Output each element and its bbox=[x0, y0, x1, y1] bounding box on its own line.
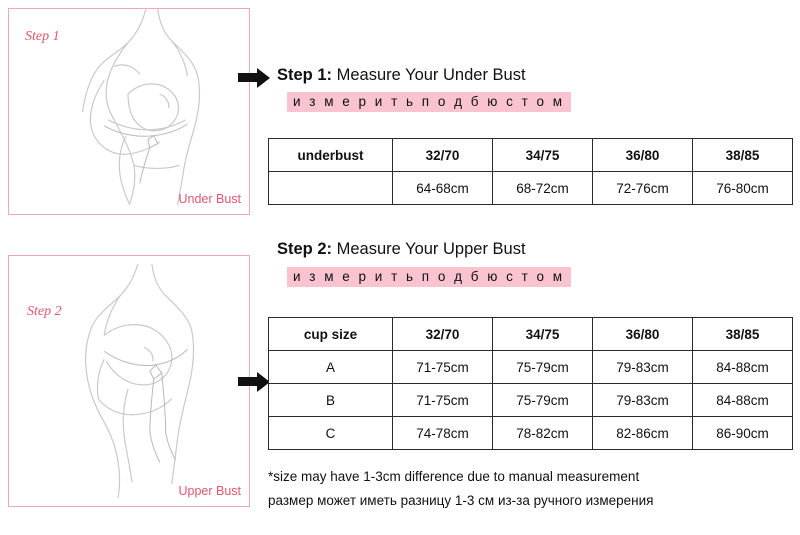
table2-r2-c1: 74-78cm bbox=[393, 417, 493, 450]
step2-tag: Step 2 bbox=[27, 304, 62, 319]
step1-heading-text: Measure Your Under Bust bbox=[336, 66, 526, 84]
table1-header-0: underbust bbox=[269, 139, 393, 172]
table2-header-2: 34/75 bbox=[493, 318, 593, 351]
table2-r2-c2: 78-82cm bbox=[493, 417, 593, 450]
upper-bust-figure-icon bbox=[9, 256, 249, 506]
table1-header-1: 32/70 bbox=[393, 139, 493, 172]
table2-header-0: cup size bbox=[269, 318, 393, 351]
step2-heading bbox=[277, 240, 526, 259]
table1-header-4: 38/85 bbox=[693, 139, 793, 172]
table-row bbox=[269, 417, 793, 450]
table1-r0-c3: 72-76cm bbox=[593, 172, 693, 205]
table2-r0-c1: 71-75cm bbox=[393, 351, 493, 384]
step2-heading-text: Measure Your Upper Bust bbox=[336, 240, 526, 258]
table-header-row bbox=[269, 139, 793, 172]
table2-header-3: 36/80 bbox=[593, 318, 693, 351]
table2-r0-c2: 75-79cm bbox=[493, 351, 593, 384]
table2-header-4: 38/85 bbox=[693, 318, 793, 351]
step1-tag: Step 1 bbox=[25, 29, 60, 44]
step1-heading bbox=[277, 66, 526, 85]
note-russian: размер может иметь разницу 1-3 см из-за ручного измерения bbox=[268, 493, 654, 508]
table2-r1-c1: 71-75cm bbox=[393, 384, 493, 417]
table2-r1-c2: 75-79cm bbox=[493, 384, 593, 417]
table-row bbox=[269, 384, 793, 417]
table-header-row bbox=[269, 318, 793, 351]
step1-heading-lead: Step 1: bbox=[277, 66, 333, 84]
table2-r2-c0: C bbox=[269, 417, 393, 450]
cup-size-table bbox=[268, 317, 793, 450]
step1-caption: Under Bust bbox=[178, 192, 241, 206]
table1-r0-c1: 64-68cm bbox=[393, 172, 493, 205]
table1-r0-c0 bbox=[269, 172, 393, 205]
step2-caption: Upper Bust bbox=[178, 484, 241, 498]
table2-r2-c4: 86-90cm bbox=[693, 417, 793, 450]
table1-header-2: 34/75 bbox=[493, 139, 593, 172]
note-english: *size may have 1-3cm difference due to manual measurement bbox=[268, 469, 640, 484]
illustration-step2 bbox=[8, 255, 250, 507]
table-row bbox=[269, 351, 793, 384]
table2-r0-c4: 84-88cm bbox=[693, 351, 793, 384]
table1-r0-c4: 76-80cm bbox=[693, 172, 793, 205]
table2-r1-c0: B bbox=[269, 384, 393, 417]
illustration-step1 bbox=[8, 8, 250, 215]
table2-r0-c0: A bbox=[269, 351, 393, 384]
table2-header-1: 32/70 bbox=[393, 318, 493, 351]
table2-r1-c4: 84-88cm bbox=[693, 384, 793, 417]
underbust-size-table bbox=[268, 138, 793, 205]
table2-r0-c3: 79-83cm bbox=[593, 351, 693, 384]
step2-heading-lead: Step 2: bbox=[277, 240, 333, 258]
table-row bbox=[269, 172, 793, 205]
table2-r2-c3: 82-86cm bbox=[593, 417, 693, 450]
table2-r1-c3: 79-83cm bbox=[593, 384, 693, 417]
table1-header-3: 36/80 bbox=[593, 139, 693, 172]
table1-r0-c2: 68-72cm bbox=[493, 172, 593, 205]
step2-russian-text: и з м е р и т ь п о д б ю с т о м bbox=[287, 267, 571, 287]
step1-russian-text: и з м е р и т ь п о д б ю с т о м bbox=[287, 92, 571, 112]
